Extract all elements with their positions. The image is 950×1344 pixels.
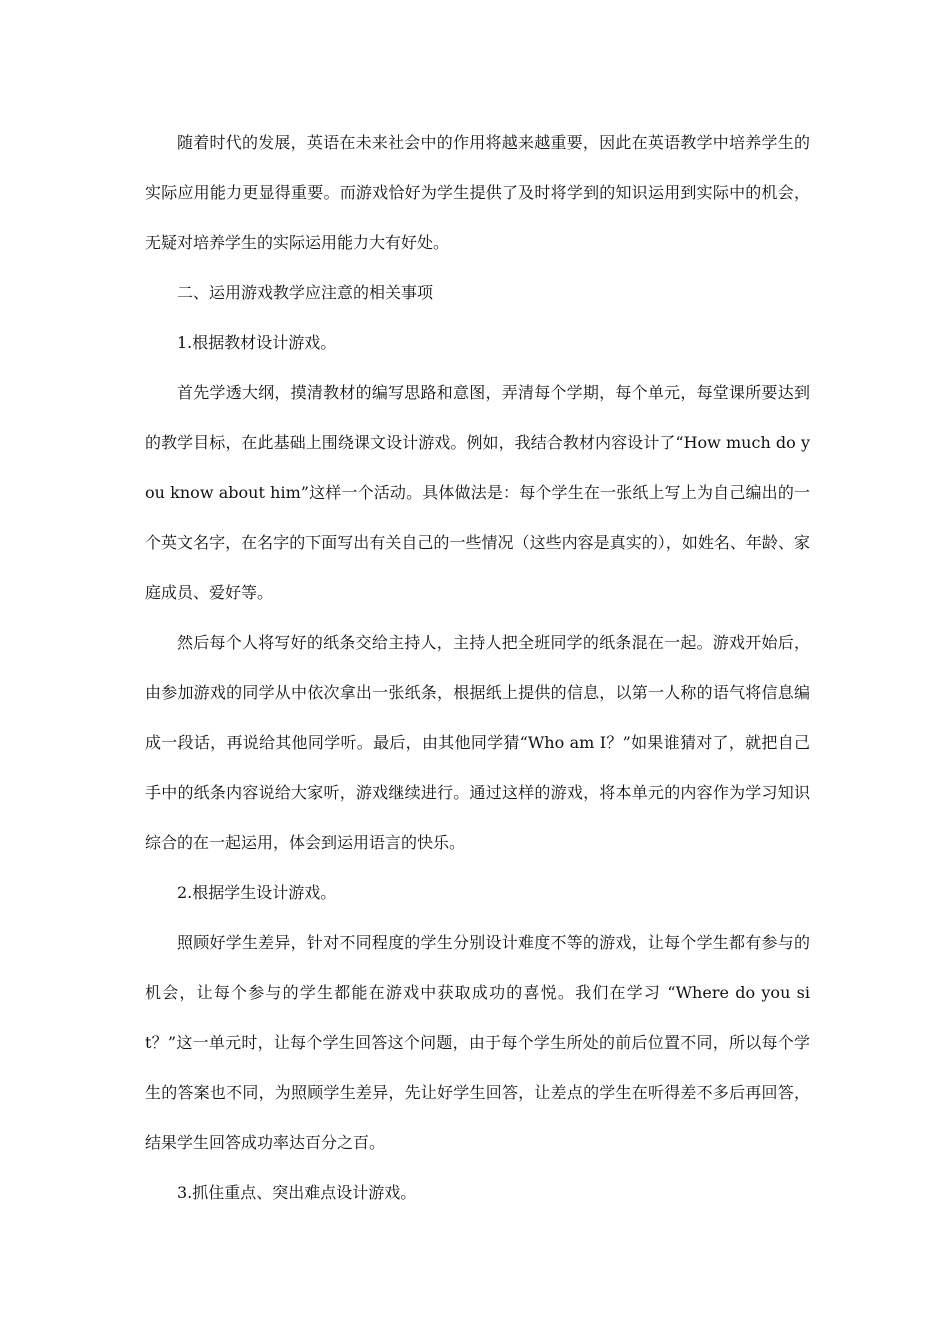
section-heading: 二、运用游戏教学应注意的相关事项 [177, 283, 434, 302]
subsection-heading-1: 1.根据教材设计游戏。 [177, 333, 337, 352]
paragraph-students: 照顾好学生差异，针对不同程度的学生分别设计难度不等的游戏，让每个学生都有参与的机会，让每个参与的学生都能在游戏中获取成功的喜悦。我们在学习 “Where do you sit？”这一单元时，让每个学生回答这个问题，由于每个学生所处的前后位置不同，所以每个学生的答案也不同，为照顾学生差异，先让好学生回答，让差点的学生在听得差不多后再回答，结果学生回答成功率达百分之百。 [145, 933, 810, 1152]
paragraph-game-process: 然后每个人将写好的纸条交给主持人，主持人把全班同学的纸条混在一起。游戏开始后，由参加游戏的同学从中依次拿出一张纸条，根据纸上提供的信息，以第一人称的语气将信息编成一段话，再说给其他同学听。最后，由其他同学猜“Who am I？”如果谁猜对了，就把自己手中的纸条内容说给大家听，游戏继续进行。通过这样的游戏，将本单元的内容作为学习知识综合的在一起运用，体会到运用语言的快乐。 [145, 633, 810, 852]
subsection-heading-2: 2.根据学生设计游戏。 [177, 883, 337, 902]
subsection-heading-3: 3.抓住重点、突出难点设计游戏。 [177, 1183, 417, 1202]
paragraph-textbook: 首先学透大纲，摸清教材的编写思路和意图，弄清每个学期，每个单元，每堂课所要达到的教学目标，在此基础上围绕课文设计游戏。例如，我结合教材内容设计了“How much do you know about him”这样一个活动。具体做法是：每个学生在一张纸上写上为自己编出的一个英文名字，在名字的下面写出有关自己的一些情况（这些内容是真实的），如姓名、年龄、家庭成员、爱好等。 [145, 383, 810, 602]
paragraph-intro: 随着时代的发展，英语在未来社会中的作用将越来越重要，因此在英语教学中培养学生的实际应用能力更显得重要。而游戏恰好为学生提供了及时将学到的知识运用到实际中的机会，无疑对培养学生的实际运用能力大有好处。 [145, 133, 810, 252]
document-body [145, 118, 810, 1218]
